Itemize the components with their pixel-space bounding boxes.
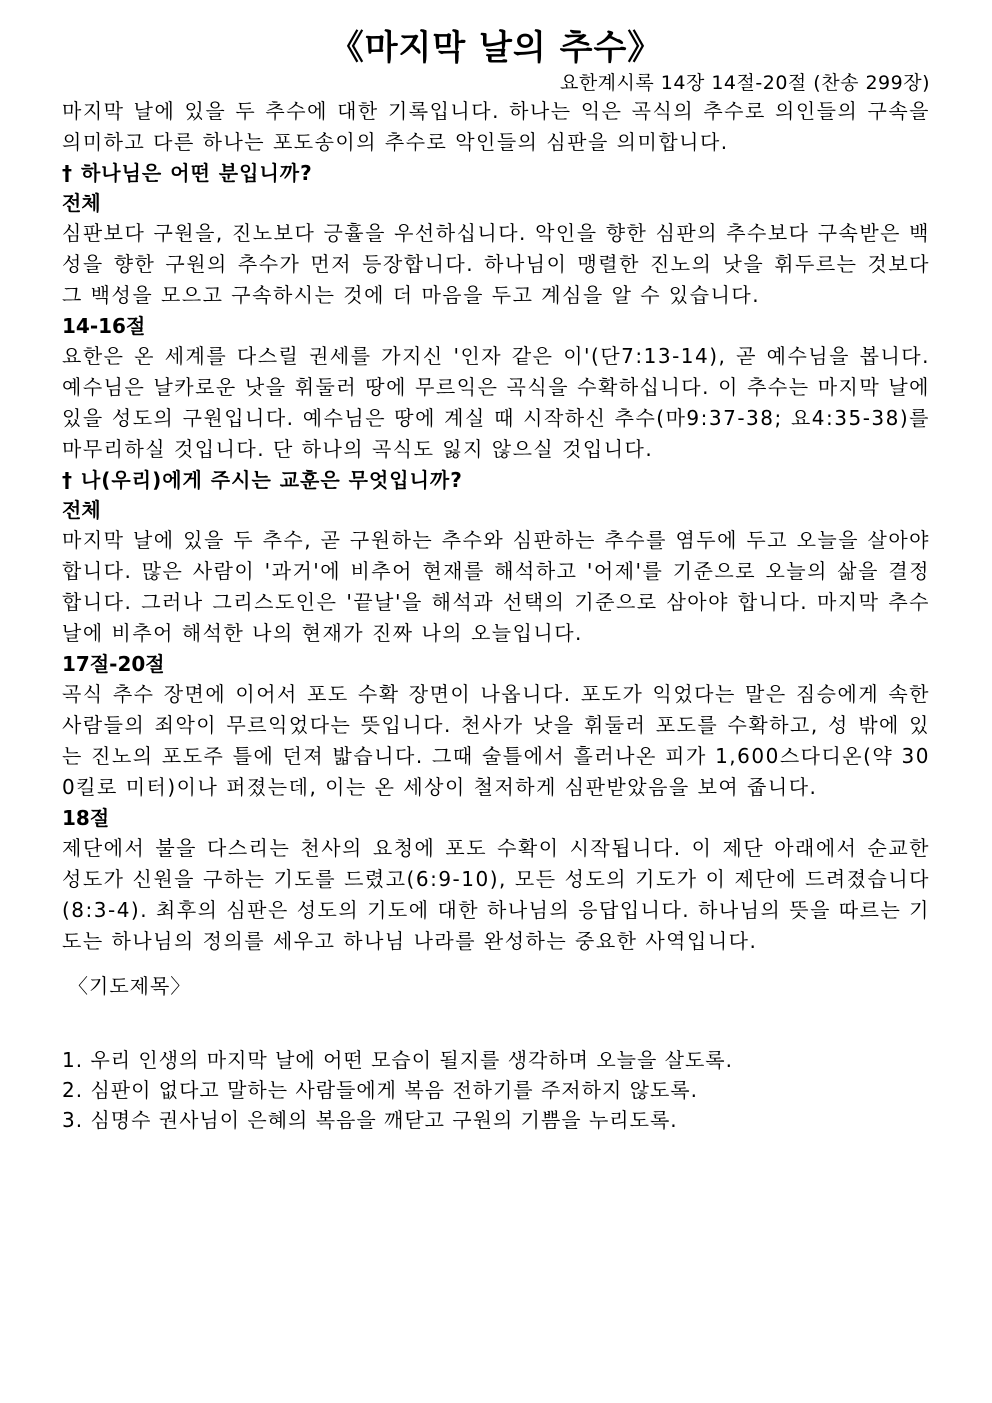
section-paragraph: 마지막 날에 있을 두 추수, 곧 구원하는 추수와 심판하는 추수를 염두에 두고 오늘을 살아야 합니다. 많은 사람이 '과거'에 비추어 현재를 해석하고 '어제'를 기준으로 오늘의 삶을 결정합니다. 그러나 그리스도인은 '끝날'을 해석과 선택의 기준으로 삼아야 합니다. 마지막 추수 날에 비추어 해석한 나의 현재가 진짜 나의 오늘입니다. bbox=[62, 528, 930, 645]
section-heading: † 하나님은 어떤 분입니까? bbox=[62, 161, 313, 185]
section-lesson bbox=[62, 465, 930, 957]
page-title: 《마지막 날의 추수》 bbox=[329, 28, 663, 68]
prayer-list bbox=[62, 1045, 930, 1135]
section-subheading: 전체 bbox=[62, 191, 101, 215]
prayer-item: 2. 심판이 없다고 말하는 사람들에게 복음 전하기를 주저하지 않도록. bbox=[62, 1078, 698, 1102]
section-who-is-god bbox=[62, 158, 930, 465]
section-subheading: 전체 bbox=[62, 498, 101, 522]
scripture-reference: 요한계시록 14장 14절-20절 (찬송 299장) bbox=[559, 72, 930, 94]
section-heading: † 나(우리)에게 주시는 교훈은 무엇입니까? bbox=[62, 468, 463, 492]
intro-paragraph: 마지막 날에 있을 두 추수에 대한 기록입니다. 하나는 익은 곡식의 추수로 의인들의 구속을 의미하고 다른 하나는 포도송이의 추수로 악인들의 심판을 의미합니다. bbox=[62, 99, 930, 154]
section-paragraph: 심판보다 구원을, 진노보다 긍휼을 우선하십니다. 악인을 향한 심판의 추수보다 구속받은 백성을 향한 구원의 추수가 먼저 등장합니다. 하나님이 맹렬한 진노의 낫을 휘두르는 것보다 그 백성을 모으고 구속하시는 것에 더 마음을 두고 계심을 알 수 있습니다. bbox=[62, 221, 930, 307]
devotional-page bbox=[62, 26, 930, 1135]
section-subheading: 18절 bbox=[62, 806, 110, 830]
prayer-title: 〈기도제목〉 bbox=[68, 974, 192, 998]
prayer-section bbox=[62, 971, 930, 1135]
section-subheading: 14-16절 bbox=[62, 314, 146, 338]
prayer-item: 3. 심명수 권사님이 은혜의 복음을 깨닫고 구원의 기쁨을 누리도록. bbox=[62, 1108, 678, 1132]
section-paragraph: 제단에서 불을 다스리는 천사의 요청에 포도 수확이 시작됩니다. 이 제단 아래에서 순교한 성도가 신원을 구하는 기도를 드렸고(6:9-10), 모든 성도의 기도가 이 제단에 드려졌습니다(8:3-4). 최후의 심판은 성도의 기도에 대한 하나님의 응답입니다. 하나님의 뜻을 따르는 기도는 하나님의 정의를 세우고 하나님 나라를 완성하는 중요한 사역입니다. bbox=[62, 836, 930, 953]
section-paragraph: 요한은 온 세계를 다스릴 권세를 가지신 '인자 같은 이'(단7:13-14), 곧 예수님을 봅니다. 예수님은 날카로운 낫을 휘둘러 땅에 무르익은 곡식을 수확하십니다. 이 추수는 마지막 날에 있을 성도의 구원입니다. 예수님은 땅에 계실 때 시작하신 추수(마9:37-38; 요4:35-38)를 마무리하실 것입니다. 단 하나의 곡식도 잃지 않으실 것입니다. bbox=[62, 344, 930, 461]
section-paragraph: 곡식 추수 장면에 이어서 포도 수확 장면이 나옵니다. 포도가 익었다는 말은 짐승에게 속한 사람들의 죄악이 무르익었다는 뜻입니다. 천사가 낫을 휘둘러 포도를 수확하고, 성 밖에 있는 진노의 포도주 틀에 던져 밟습니다. 그때 술틀에서 흘러나온 피가 1,600스다디온(약 300킬로 미터)이나 퍼졌는데, 이는 온 세상이 철저하게 심판받았음을 보여 줍니다. bbox=[62, 682, 930, 799]
section-subheading: 17절-20절 bbox=[62, 652, 165, 676]
prayer-item: 1. 우리 인생의 마지막 날에 어떤 모습이 될지를 생각하며 오늘을 살도록. bbox=[62, 1048, 733, 1072]
